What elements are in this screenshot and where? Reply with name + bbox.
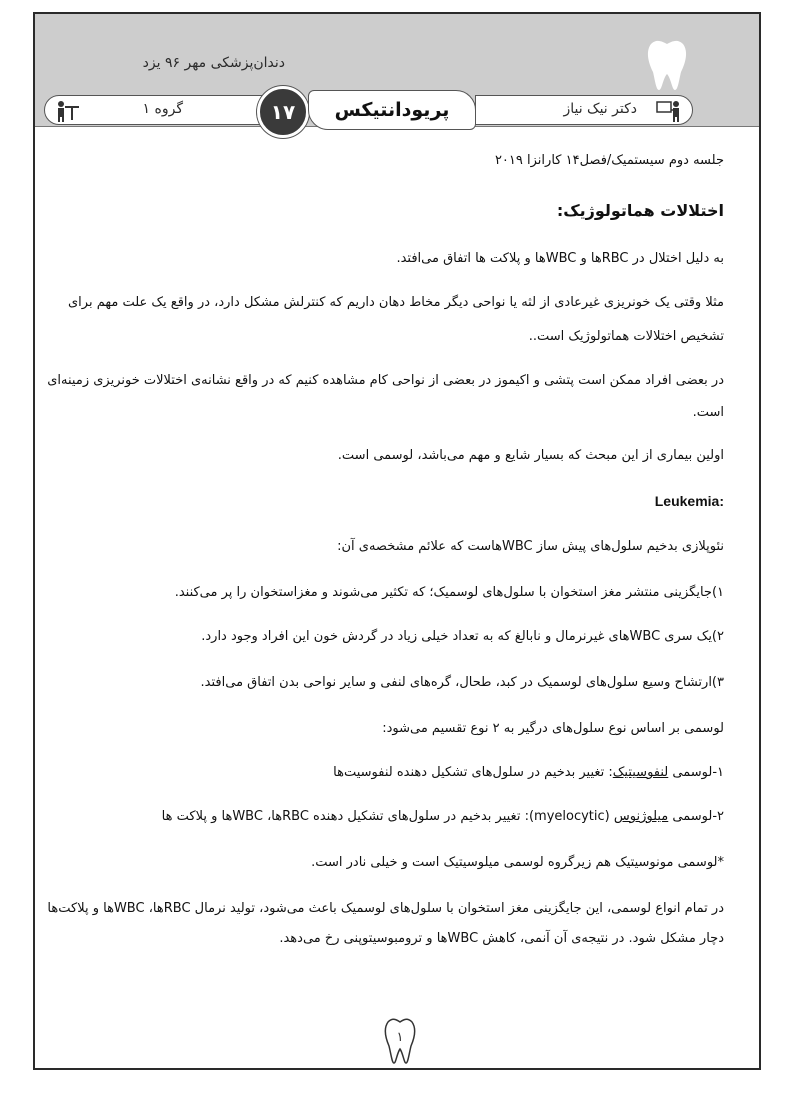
type-2-prefix: ۲-لوسمی	[668, 809, 724, 824]
classification-line: لوسمی بر اساس نوع سلول‌های درگیر به ۲ نوع تقسیم می‌شود:	[382, 721, 724, 736]
lesson-number-badge: ۱۷	[257, 86, 309, 138]
course-title: پریودانتیکس	[308, 90, 476, 130]
type-2-rest: (myelocytic): تغییر بدخیم در سلول‌های تشکیل دهنده RBCها، WBCها و پلاکت ها	[161, 809, 614, 824]
group-bar	[44, 95, 264, 125]
paragraph-2-line-1: مثلا وقتی یک خونریزی غیرعادی از لثه یا نواحی دیگر مخاط دهان داریم که کنترلش مشکل دارد، در واقع یک علت مهم برای	[68, 295, 724, 310]
type-1-line	[8, 760, 724, 786]
instructor-bar	[475, 95, 693, 125]
teacher-icon	[656, 100, 682, 122]
final-line-1: در تمام انواع لوسمی، این جایگزینی مغز استخوان با سلول‌های لوسمیک باعث می‌شود، تولید نرمال RBCها، WBCها و پلاکت‌ها	[47, 901, 724, 916]
leukemia-intro: نئوپلازی بدخیم سلول‌های پیش ساز WBCهاست که علائم مشخصه‌ی آن:	[337, 539, 724, 554]
leukemia-heading-text: Leukemia:	[654, 493, 724, 509]
page-number: ۱	[396, 1030, 404, 1045]
page-tooth-icon	[383, 1017, 417, 1065]
clinic-name: دندان‌پزشکی مهر ۹۶ یزد	[142, 55, 285, 71]
paragraph-4: اولین بیماری از این مبحث که بسیار شایع و مهم می‌باشد، لوسمی است.	[337, 448, 724, 463]
paragraph-2-line-2: تشخیص اختلالات هماتولوژیک است..	[528, 329, 724, 344]
list-item-3: ۳)ارتشاح وسیع سلول‌های لوسمیک در کبد، طحال، گره‌های لنفی و سایر نواحی بدن اتفاق می‌افتد.	[200, 675, 724, 690]
instructor-name: دکتر نیک نیاز	[563, 101, 637, 117]
paragraph-3-line-1: در بعضی افراد ممکن است پتشی و اکیموز در بعضی از نواحی کام مشاهده کنیم که در واقع نشانه‌ی اختلالات خونریزی زمینه‌ای	[47, 373, 724, 388]
type-1-prefix: ۱-لوسمی	[668, 765, 724, 780]
group-label: گروه ۱	[142, 101, 183, 117]
type-1-rest: : تغییر بدخیم در سلول‌های تشکیل دهنده لنفوسیت‌ها	[333, 765, 613, 780]
type-2-term: میلوژنوس	[613, 809, 669, 824]
note-line: *لوسمی مونوسیتیک هم زیرگروه لوسمی میلوسیتیک است و خیلی نادر است.	[311, 855, 724, 870]
type-2-line	[8, 804, 724, 830]
section-heading: اختلالات هماتولوژیک:	[556, 201, 724, 220]
paragraph-3-line-2: است.	[692, 405, 724, 420]
final-line-2: دچار مشکل شود. در نتیجه‌ی آن آنمی، کاهش WBCها و ترومبوسیتوپنی رخ می‌دهد.	[279, 931, 724, 946]
leukemia-heading	[8, 488, 724, 515]
list-item-2: ۲)یک سری WBCهای غیرنرمال و نابالغ که به تعداد خیلی زیاد در گردش خون این افراد وجود دارد.	[201, 629, 724, 644]
student-icon	[55, 100, 81, 122]
tooth-logo-icon	[645, 38, 689, 92]
type-1-term: لنفوسیتیک	[612, 765, 669, 780]
list-item-1: ۱)جایگزینی منتشر مغز استخوان با سلول‌های لوسمیک؛ که تکثیر می‌شوند و مغزاستخوان را پر می‌کنند.	[174, 585, 724, 600]
paragraph-1: به دلیل اختلال در RBCها و WBCها و پلاکت ها اتفاق می‌افتد.	[396, 251, 724, 266]
session-line: جلسه دوم سیستمیک/فصل۱۴ کارانزا ۲۰۱۹	[494, 153, 724, 168]
